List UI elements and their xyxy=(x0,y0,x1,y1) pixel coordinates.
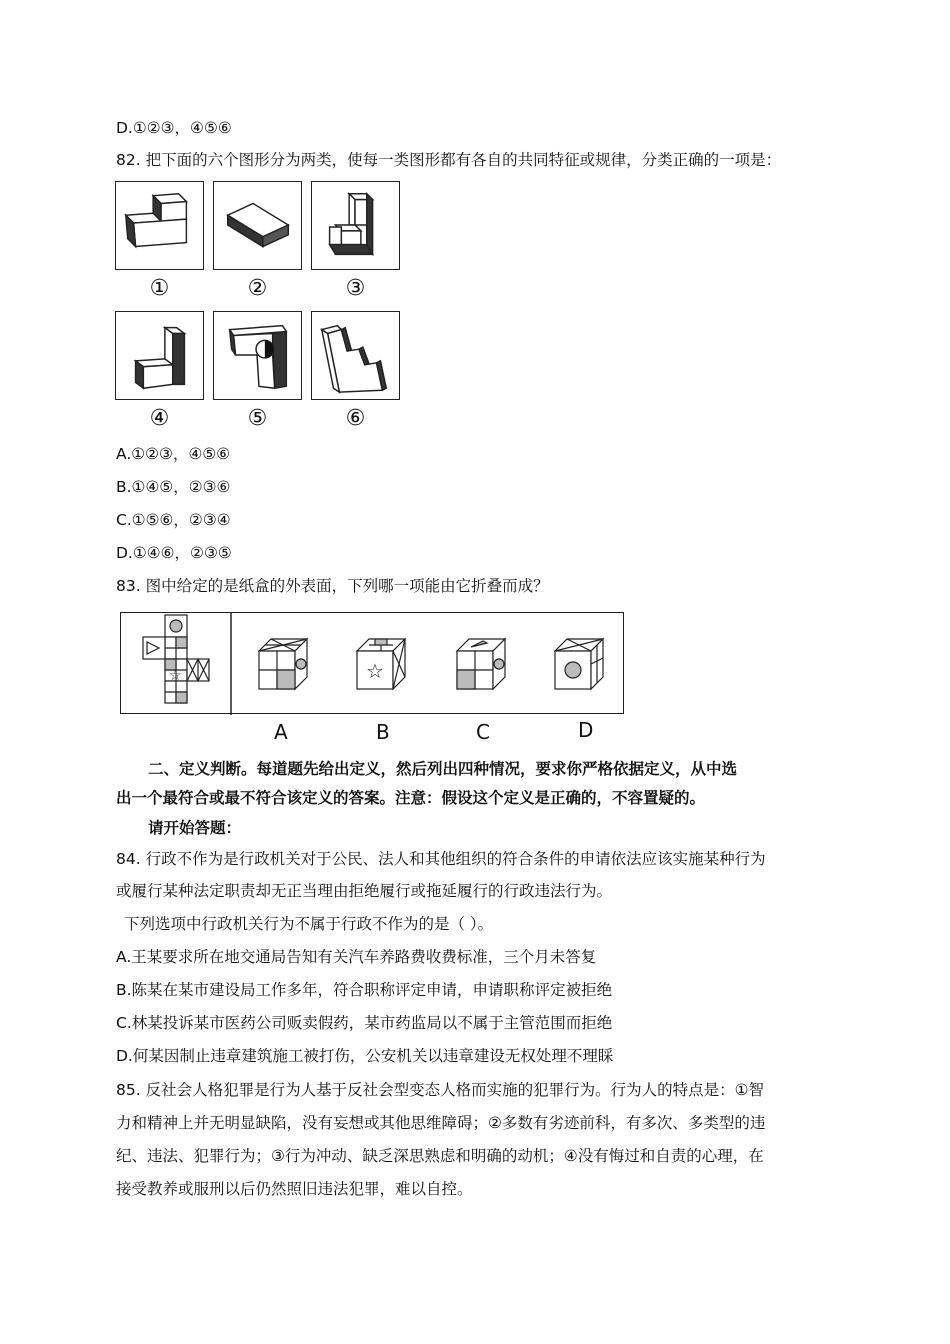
svg-text:☆: ☆ xyxy=(169,668,182,684)
q82-option-b: B.①④⑤，②③⑥ xyxy=(116,478,231,496)
q83-figure-art xyxy=(121,613,625,715)
q82-label-1: ① xyxy=(149,276,170,301)
q82-label-5: ⑤ xyxy=(247,406,268,431)
q85-line4: 接受教养或服刑以后仍然照旧违法犯罪，难以自控。 xyxy=(116,1180,473,1198)
q82-figure-4 xyxy=(115,311,204,400)
q84-option-c: C.林某投诉某市医药公司贩卖假药，某市药监局以不属于主管范围而拒绝 xyxy=(116,1014,613,1032)
q82-label-4: ④ xyxy=(149,406,170,431)
q84-line2: 或履行某种法定职责却无正当理由拒绝履行或拖延履行的行政违法行为。 xyxy=(116,882,613,900)
q84-option-b: B.陈某在某市建设局工作多年，符合职称评定申请，申请职称评定被拒绝 xyxy=(116,981,613,999)
q85-line1: 85. 反社会人格犯罪是行为人基于反社会型变态人格而实施的犯罪行为。行为人的特点是：①智 xyxy=(116,1081,764,1099)
section2-heading-line2: 出一个最符合或最不符合该定义的答案。注意：假设这个定义是正确的，不容置疑的。 xyxy=(116,789,706,807)
q83-option-label-a: A xyxy=(274,720,288,744)
q82-label-2: ② xyxy=(247,276,268,301)
q82-label-6: ⑥ xyxy=(345,406,366,431)
q82-option-d: D.①④⑥，②③⑤ xyxy=(116,544,232,562)
q85-line3: 纪、违法、犯罪行为；③行为冲动、缺乏深思熟虑和明确的动机；④没有悔过和自责的心理，在 xyxy=(116,1147,764,1165)
section2-start: 请开始答题： xyxy=(148,819,242,837)
section2-heading-line1: 二、定义判断。每道题先给出定义，然后列出四种情况，要求你严格依据定义，从中选 xyxy=(148,760,738,778)
q83-option-label-c: C xyxy=(476,720,490,744)
q82-figure-2 xyxy=(213,181,302,270)
q84-line1: 84. 行政不作为是行政机关对于公民、法人和其他组织的符合条件的申请依法应该实施某种行为 xyxy=(116,850,766,868)
q83-option-label-d: D xyxy=(578,718,594,742)
q83-stem: 83. 图中给定的是纸盒的外表面，下列哪一项能由它折叠而成？ xyxy=(116,577,549,595)
prev-option-d: D.①②③，④⑤⑥ xyxy=(116,119,232,137)
q82-option-a: A.①②③，④⑤⑥ xyxy=(116,445,231,463)
q84-option-a: A.王某要求所在地交通局告知有关汽车养路费收费标准，三个月未答复 xyxy=(116,948,597,966)
svg-text:☆: ☆ xyxy=(366,659,384,683)
q82-label-3: ③ xyxy=(345,276,366,301)
q85-line2: 力和精神上并无明显缺陷，没有妄想或其他思维障碍；②多数有劣迹前科，有多次、多类型的违 xyxy=(116,1114,766,1132)
q83-option-label-b: B xyxy=(376,720,390,744)
q82-option-c: C.①⑤⑥，②③④ xyxy=(116,511,231,529)
q82-figure-5 xyxy=(213,311,302,400)
q82-figure-3 xyxy=(311,181,400,270)
q82-figure-1 xyxy=(115,181,204,270)
q83-figure-strip xyxy=(120,612,624,714)
q82-figure-6 xyxy=(311,311,400,400)
q84-option-d: D.何某因制止违章建筑施工被打伤，公安机关以违章建设无权处理不理睬 xyxy=(116,1047,614,1065)
q84-question: 下列选项中行政机关行为不属于行政不作为的是（ ）。 xyxy=(124,915,494,933)
q82-stem: 82. 把下面的六个图形分为两类，使每一类图形都有各自的共同特征或规律，分类正确的一项是： xyxy=(116,151,782,169)
